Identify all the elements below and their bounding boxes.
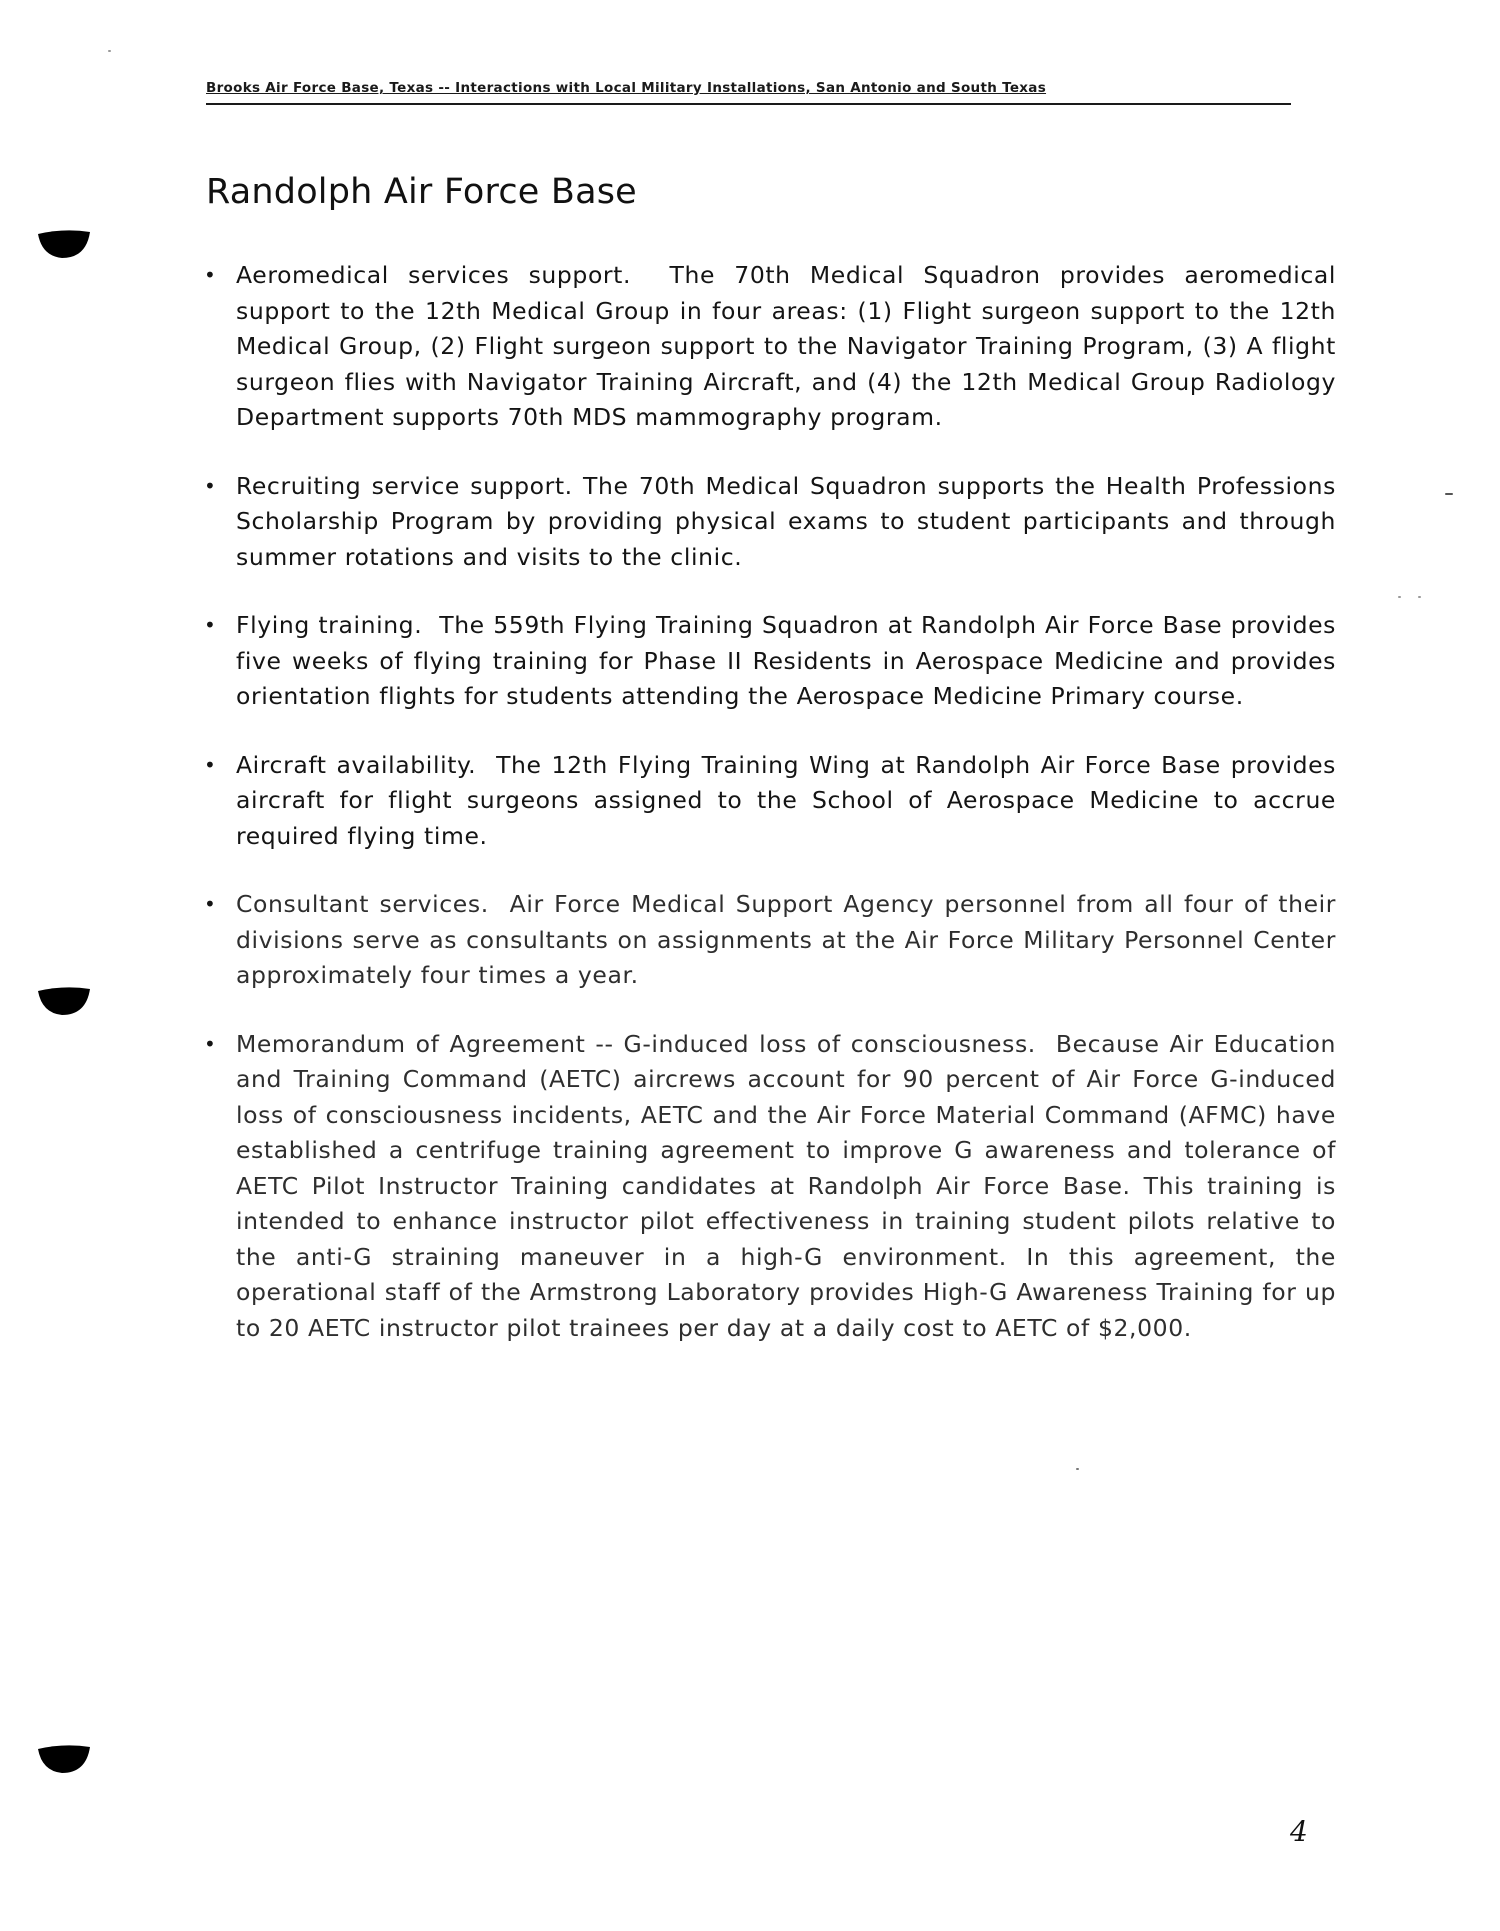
bullet-body: The 12th Flying Training Wing at Randolph Air Force Base provides aircraft for flight surgeons assigned to the School of Aerospace Medicine to accrue required flying time. [236,750,1337,850]
header-rule [206,103,1291,105]
bullet-dot-icon: • [204,892,217,916]
bullet-list [196,258,1336,1379]
scan-speck [1398,596,1401,598]
bullet-lead: Consultant services. [236,890,489,918]
hole-punch-icon [36,1743,92,1775]
bullet-body: The 70th Medical Squadron supports the Health Professions Scholarship Program by providing physical exams to student participants and through summer rotations and visits to the clinic. [236,471,1336,571]
bullet-lead: Aircraft availability. [236,750,477,779]
scan-speck [108,50,111,52]
bullet-text [236,890,1336,989]
bullet-consultant-services [196,887,1336,994]
bullet-dot-icon: • [204,752,217,777]
bullet-body: The 559th Flying Training Squadron at Randolph Air Force Base provides five weeks of flying training for Phase II Residents in Aerospace Medicine and provides orientation flights for students attending the Aerospace Medicine Primary course. [236,611,1337,710]
bullet-text [236,1030,1336,1342]
bullet-lead: Aeromedical services support. [236,261,632,289]
bullet-memorandum-of-agreement [196,1027,1336,1347]
scan-speck [1445,493,1453,495]
bullet-lead: Flying training. [236,611,423,639]
hole-punch-icon [36,228,92,260]
bullet-lead: Recruiting service support. [236,471,573,500]
bullet-lead: Memorandum of Agreement -- G-induced loss of consciousness. [236,1029,1036,1058]
running-header: Brooks Air Force Base, Texas -- Interactions with Local Military Installations, San Antonio and South Texas [206,80,1047,96]
scan-speck [1418,596,1421,598]
bullet-aircraft-availability [196,748,1336,855]
bullet-dot-icon: • [204,1031,217,1056]
bullet-dot-icon: • [204,473,217,498]
page-number: 4 [1290,1815,1308,1848]
section-title: Randolph Air Force Base [206,172,637,212]
scan-speck [1076,1468,1079,1470]
bullet-body: Because Air Education and Training Command (AETC) aircrews account for 90 percent of Air Force G-induced loss of consciousness incidents, AETC and the Air Force Material Command (AFMC) have established a centrifuge training agreement to improve G awareness and tolerance of AETC Pilot Instructor Training candidates at Randolph Air Force Base. This training is intended to enhance instructor pilot effectiveness in training student pilots relative to the anti-G straining maneuver in a high-G environment. In this agreement, the operational staff of the Armstrong Laboratory provides High-G Awareness Training for up to 20 AETC instructor pilot trainees per day at a daily cost to AETC of $2,000. [236,1029,1336,1342]
bullet-aeromedical-services [196,258,1336,436]
bullet-dot-icon: • [204,263,217,287]
bullet-dot-icon: • [204,613,217,637]
bullet-body: Air Force Medical Support Agency personnel from all four of their divisions serve as consultants on assignments at the Air Force Military Personnel Center approximately four times a year. [236,890,1337,989]
hole-punch-icon [36,985,92,1017]
bullet-text [236,472,1336,571]
bullet-text [236,611,1336,710]
bullet-recruiting-service [196,469,1336,576]
bullet-text [236,751,1336,850]
bullet-text [236,261,1336,431]
bullet-body: The 70th Medical Squadron provides aeromedical support to the 12th Medical Group in four areas: (1) Flight surgeon support to the 12th Medical Group, (2) Flight surgeon support to the Navigator Training Program, (3) A flight surgeon flies with Navigator Training Aircraft, and (4) the 12th Medical Group Radiology Department supports 70th MDS mammography program. [236,261,1337,431]
bullet-flying-training [196,608,1336,715]
